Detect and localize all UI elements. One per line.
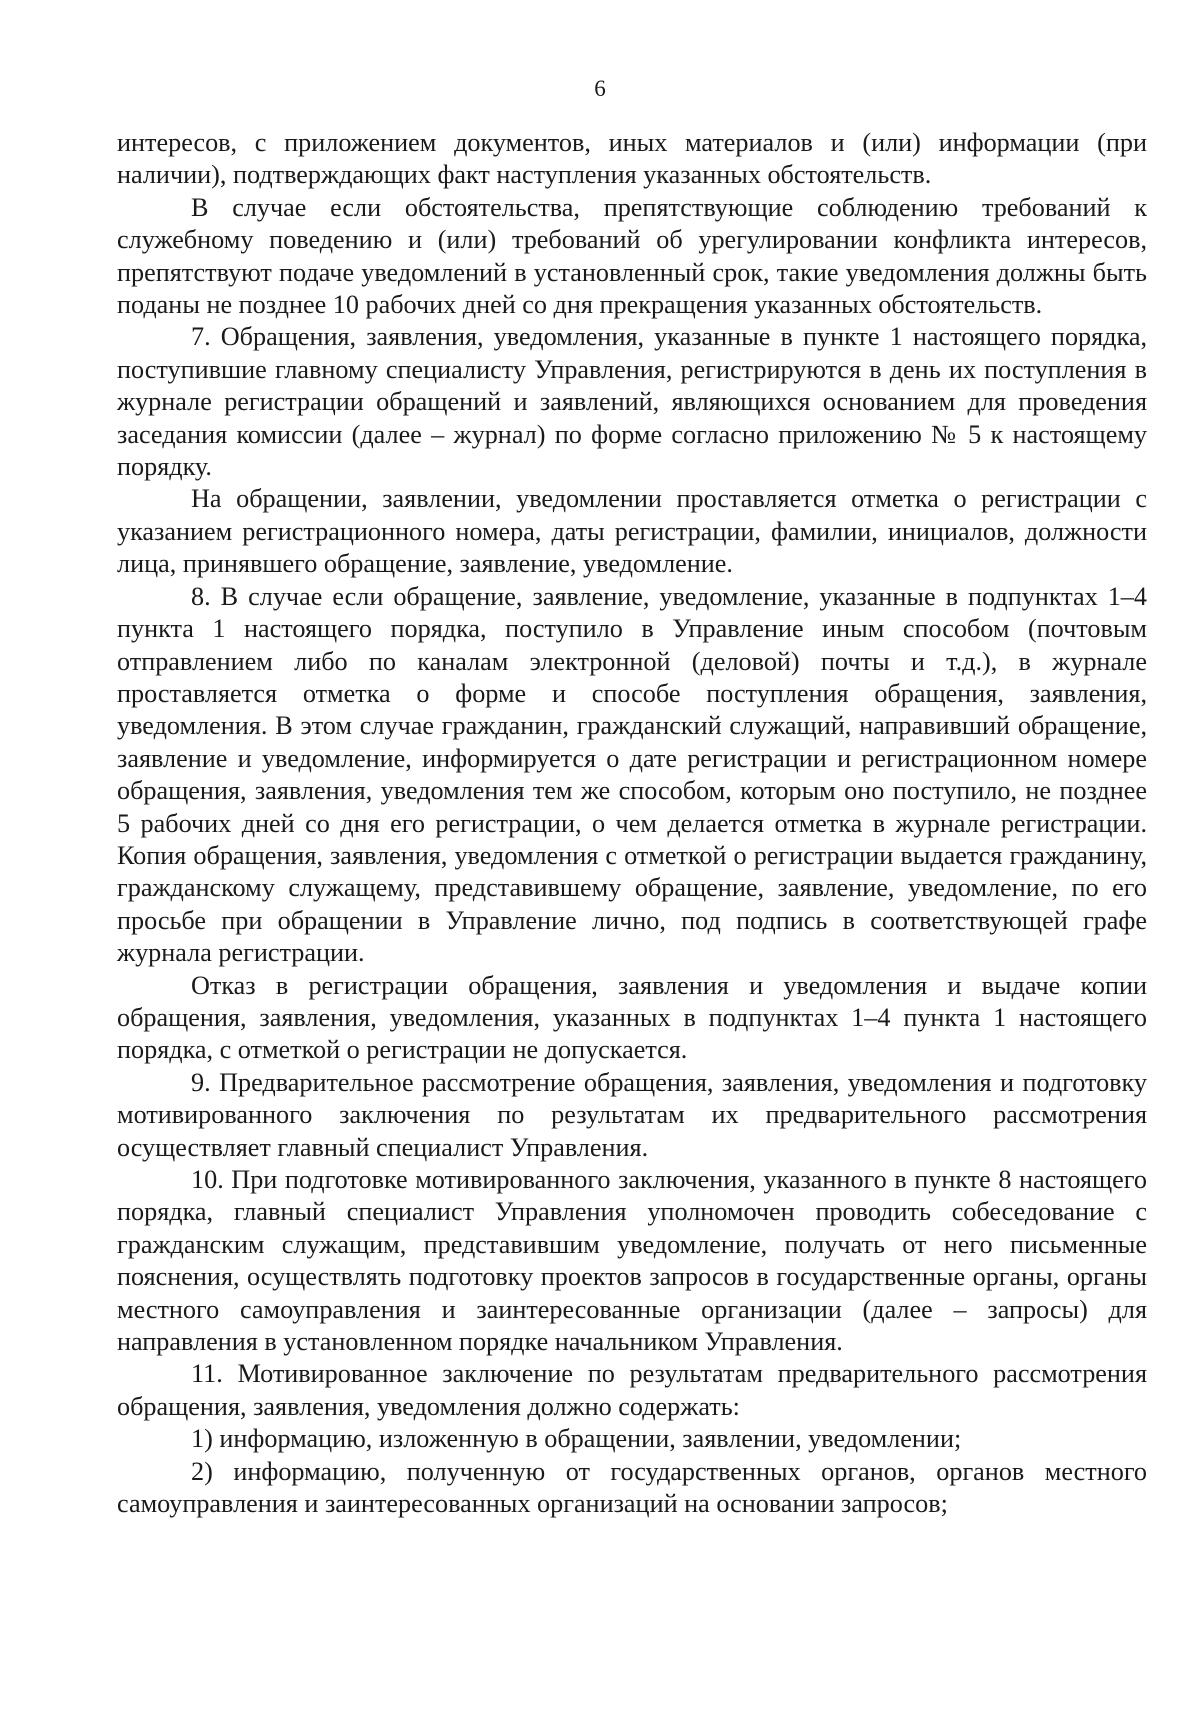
- paragraph-item-11: 11. Мотивированное заключение по результатам предварительного рассмотрения обращения, заявления, уведомления должно содержать:: [117, 1359, 1147, 1421]
- document-body: [117, 127, 1147, 1520]
- list-item-1: 1) информацию, изложенную в обращении, заявлении, уведомлении;: [191, 1424, 962, 1454]
- paragraph-item-7: 7. Обращения, заявления, уведомления, указанные в пункте 1 настоящего порядка, поступившие главному специалисту Управления, регистрируются в день их поступления в журнале регистрации обращений и заявлений, являющихся основанием для проведения заседания комиссии (далее – журнал) по форме согласно приложению № 5 к настоящему порядку.: [117, 322, 1147, 482]
- list-item-2: 2) информацию, полученную от государственных органов, органов местного самоуправления и заинтересованных организаций на основании запросов;: [117, 1456, 1147, 1519]
- paragraph-deadline-extension: В случае если обстоятельства, препятствующие соблюдению требований к служебному поведению и (или) требований об урегулировании конфликта интересов, препятствуют подаче уведомлений в установленный срок, такие уведомления должны быть поданы не позднее 10 рабочих дней со дня прекращения указанных обстоятельств.: [117, 192, 1147, 320]
- paragraph-item-8: 8. В случае если обращение, заявление, уведомление, указанные в подпунктах 1–4 пункта 1 настоящего порядка, поступило в Управление иным способом (почтовым отправлением либо по каналам электронной (деловой) почты и т.д.), в журнале проставляется отметка о форме и способе поступления обращения, заявления, уведомления. В этом случае гражданин, гражданский служащий, направивший обращение, заявление и уведомление, информируется о дате регистрации и регистрационном номере обращения, заявления, уведомления тем же способом, которым оно поступило, не позднее 5 рабочих дней со дня его регистрации, о чем делается отметка в журнале регистрации. Копия обращения, заявления, уведомления с отметкой о регистрации выдается гражданину, гражданскому служащему, представившему обращение, заявление, уведомление, по его просьбе при обращении в Управление лично, под подпись в соответствующей графе журнала регистрации.: [117, 581, 1147, 968]
- paragraph-refusal: Отказ в регистрации обращения, заявления и уведомления и выдаче копии обращения, заявления, уведомления, указанных в подпунктах 1–4 пункта 1 настоящего порядка, с отметкой о регистрации не допускается.: [117, 970, 1147, 1065]
- paragraph-item-10: 10. При подготовке мотивированного заключения, указанного в пункте 8 настоящего порядка, главный специалист Управления уполномочен проводить собеседование с гражданским служащим, представившим уведомление, получать от него письменные пояснения, осуществлять подготовку проектов запросов в государственные органы, органы местного самоуправления и заинтересованные организации (далее – запросы) для направления в установленном порядке начальником Управления.: [117, 1165, 1147, 1357]
- paragraph-item-9: 9. Предварительное рассмотрение обращения, заявления, уведомления и подготовку мотивированного заключения по результатам их предварительного рассмотрения осуществляет главный специалист Управления.: [117, 1067, 1147, 1162]
- paragraph-registration-mark: На обращении, заявлении, уведомлении проставляется отметка о регистрации с указанием регистрационного номера, даты регистрации, фамилии, инициалов, должности лица, принявшего обращение, заявление, уведомление.: [117, 484, 1147, 579]
- page-number: 6: [594, 76, 606, 101]
- paragraph-continuation: интересов, с приложением документов, иных материалов и (или) информации (при наличии), подтверждающих факт наступления указанных обстоятельств.: [117, 128, 1147, 190]
